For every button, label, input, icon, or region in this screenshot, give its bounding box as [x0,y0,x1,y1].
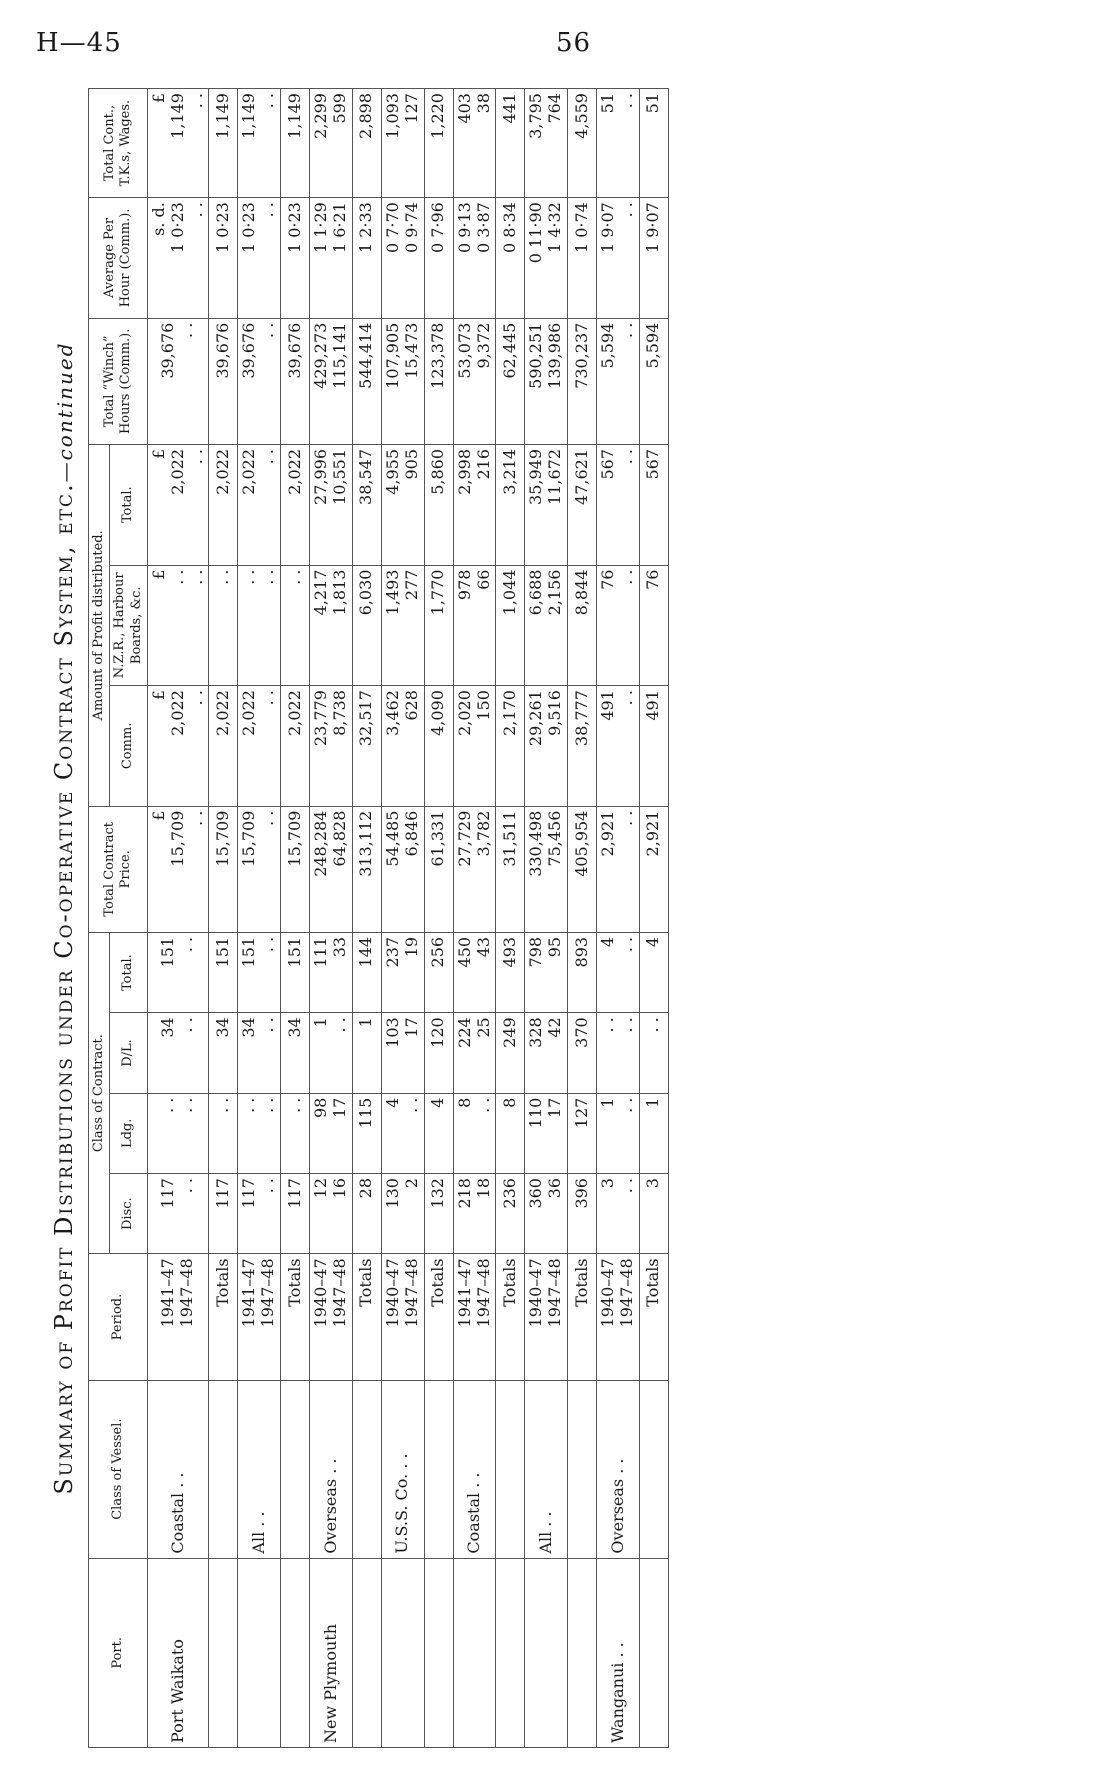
cell-total-cont: 1,149 [281,89,310,198]
cell-ldg: . . [209,1093,238,1173]
cell-ldg: . . . . [238,1093,281,1173]
cell-dl: . . . . [597,1013,640,1093]
page-header [36,28,1076,68]
cell-ldg: 1 [639,1093,668,1173]
cell-total: 111 33 [310,932,353,1012]
cell-total: 151 [209,932,238,1012]
cell-price: 31,511 [496,806,525,932]
cell-total: 893 [568,932,597,1012]
cell-period: 1940–47 1947–48 [525,1254,568,1380]
cell-profit-total: 38,547 [352,444,381,565]
cell-vessel [639,1380,668,1558]
cell-average: 1 9·07 . . [597,198,640,319]
profit-distribution-table [88,88,669,1748]
cell-period: Totals [496,1254,525,1380]
cell-period: 1940–47 1947–48 [381,1254,424,1380]
cell-total-cont: 1,093 127 [381,89,424,198]
cell-profit-total: 3,214 [496,444,525,565]
totals-row [568,89,597,1748]
cell-price: 61,331 [424,806,453,932]
table-header [89,89,148,1748]
cell-dl: 120 [424,1013,453,1093]
cell-total-cont: 3,795 764 [525,89,568,198]
cell-total-cont: £ 1,149 . . [147,89,209,198]
cell-total: 493 [496,932,525,1012]
cell-profit-total: 567 [639,444,668,565]
cell-total-cont: 51 . . [597,89,640,198]
cell-average: s. d. 1 0·23 . . [147,198,209,319]
cell-port [453,1558,496,1747]
col-dl: D/L. [110,1013,148,1093]
cell-price: 2,921 . . [597,806,640,932]
cell-total: 151 . . [147,932,209,1012]
table-row [147,89,209,1748]
cell-total: 4 [639,932,668,1012]
page-number: 56 [556,28,592,58]
cell-hours: 62,445 [496,318,525,444]
cell-profit-total: 2,022 [209,444,238,565]
cell-port [238,1558,281,1747]
cell-vessel [209,1380,238,1558]
cell-port [639,1558,668,1747]
cell-price: 330,498 75,456 [525,806,568,932]
cell-total: 798 95 [525,932,568,1012]
col-winch-hours: Total “Winch” Hours (Comm.). [89,318,148,444]
cell-profit-total: 5,860 [424,444,453,565]
cell-hours: 544,414 [352,318,381,444]
cell-total: 144 [352,932,381,1012]
cell-vessel: U.S.S. Co. . . [381,1380,424,1558]
cell-vessel: Overseas . . [310,1380,353,1558]
cell-disc: 236 [496,1174,525,1254]
cell-profit-total: £ 2,022 . . [147,444,209,565]
col-total-contract-price: Total Contract Price. [89,806,148,932]
totals-row [424,89,453,1748]
table-body [147,89,668,1748]
cell-total-cont: 403 38 [453,89,496,198]
cell-total-cont: 2,898 [352,89,381,198]
cell-average: 0 7·96 [424,198,453,319]
title-continued: —continued [53,341,77,483]
cell-vessel [281,1380,310,1558]
cell-disc: 117 . . [238,1174,281,1254]
cell-nzr: 1,493 277 [381,565,424,686]
cell-dl: 249 [496,1013,525,1093]
cell-port: Wanganui . . [597,1558,640,1747]
cell-hours: 39,676 . . [238,318,281,444]
cell-comm: 29,261 9,516 [525,686,568,807]
cell-period: Totals [568,1254,597,1380]
cell-period: Totals [209,1254,238,1380]
cell-port [525,1558,568,1747]
col-class-of-vessel: Class of Vessel. [89,1380,148,1558]
cell-price: 248,284 64,828 [310,806,353,932]
cell-nzr: 978 66 [453,565,496,686]
cell-average: 1 0·23 [281,198,310,319]
cell-disc: 12 16 [310,1174,353,1254]
cell-price: 405,954 [568,806,597,932]
cell-price: 15,709 [281,806,310,932]
cell-nzr: £ . . . . [147,565,209,686]
cell-hours: 590,251 139,986 [525,318,568,444]
cell-period: Totals [352,1254,381,1380]
col-total-cont: Total Cont., T.K.s, Wages. [89,89,148,198]
cell-profit-total: 2,998 216 [453,444,496,565]
cell-nzr: . . [281,565,310,686]
cell-port: New Plymouth [310,1558,353,1747]
cell-dl: 34 [281,1013,310,1093]
cell-vessel: Coastal . . [147,1380,209,1558]
cell-vessel: Overseas . . [597,1380,640,1558]
cell-dl: 103 17 [381,1013,424,1093]
cell-comm: 2,022 . . [238,686,281,807]
cell-profit-total: 4,955 905 [381,444,424,565]
cell-vessel: All . . [525,1380,568,1558]
totals-row [496,89,525,1748]
report-reference: H—45 [36,28,122,58]
cell-ldg: 115 [352,1093,381,1173]
cell-port [352,1558,381,1747]
cell-nzr: 76 . . [597,565,640,686]
cell-disc: 396 [568,1174,597,1254]
cell-hours: 107,905 15,473 [381,318,424,444]
cell-comm: 491 [639,686,668,807]
cell-dl: 34 [209,1013,238,1093]
cell-comm: 3,462 628 [381,686,424,807]
rotated-table-block [40,88,1070,1748]
cell-average: 0 7·70 0 9·74 [381,198,424,319]
col-disc: Disc. [110,1174,148,1254]
cell-price: 54,485 6,846 [381,806,424,932]
cell-nzr: 6,688 2,156 [525,565,568,686]
cell-comm: 23,779 8,738 [310,686,353,807]
cell-disc: 132 [424,1174,453,1254]
cell-comm: 2,020 150 [453,686,496,807]
cell-average: 0 11·90 1 4·32 [525,198,568,319]
cell-port: Port Waikato [147,1558,209,1747]
cell-disc: 3 . . [597,1174,640,1254]
col-amount-of-profit: Amount of Profit distributed. [89,444,110,806]
cell-average: 1 1·29 1 6·21 [310,198,353,319]
cell-period: Totals [281,1254,310,1380]
col-comm: Comm. [110,686,148,807]
cell-port [424,1558,453,1747]
cell-total: 237 19 [381,932,424,1012]
cell-hours: 5,594 [639,318,668,444]
table-row [310,89,353,1748]
cell-total: 151 . . [238,932,281,1012]
cell-total-cont: 2,299 599 [310,89,353,198]
cell-dl: . . [639,1013,668,1093]
cell-price: £ 15,709 . . [147,806,209,932]
cell-nzr: 4,217 1,813 [310,565,353,686]
cell-average: 1 0·74 [568,198,597,319]
cell-period: Totals [639,1254,668,1380]
cell-ldg: 127 [568,1093,597,1173]
cell-profit-total: 47,621 [568,444,597,565]
cell-profit-total: 2,022 [281,444,310,565]
cell-comm: 2,170 [496,686,525,807]
cell-dl: 224 25 [453,1013,496,1093]
cell-dl: 1 [352,1013,381,1093]
cell-vessel [496,1380,525,1558]
cell-hours: 730,237 [568,318,597,444]
cell-dl: 1 . . [310,1013,353,1093]
cell-vessel: Coastal . . [453,1380,496,1558]
cell-hours: 123,378 [424,318,453,444]
col-class-of-contract: Class of Contract. [89,932,110,1253]
cell-nzr: 1,770 [424,565,453,686]
cell-disc: 117 [281,1174,310,1254]
cell-vessel [568,1380,597,1558]
table-row [525,89,568,1748]
cell-ldg: 1 . . [597,1093,640,1173]
cell-ldg: 4 . . [381,1093,424,1173]
cell-dl: 370 [568,1013,597,1093]
cell-average: 1 2·33 [352,198,381,319]
cell-comm: 4,090 [424,686,453,807]
cell-dl: 328 42 [525,1013,568,1093]
cell-period: Totals [424,1254,453,1380]
col-nzr: N.Z.R., Harbour Boards, &c. [110,565,148,686]
cell-profit-total: 35,949 11,672 [525,444,568,565]
cell-disc: 3 [639,1174,668,1254]
totals-row [352,89,381,1748]
cell-comm: 2,022 [209,686,238,807]
table-row [381,89,424,1748]
cell-price: 15,709 [209,806,238,932]
col-ldg: Ldg. [110,1093,148,1173]
cell-profit-total: 2,022 . . [238,444,281,565]
cell-average: 1 0·23 . . [238,198,281,319]
cell-disc: 130 2 [381,1174,424,1254]
cell-total-cont: 441 [496,89,525,198]
cell-hours: 39,676 [281,318,310,444]
cell-ldg: . . . . [147,1093,209,1173]
cell-total: 450 43 [453,932,496,1012]
cell-nzr: 76 [639,565,668,686]
cell-average: 0 9·13 0 3·87 [453,198,496,319]
cell-nzr: 8,844 [568,565,597,686]
cell-disc: 360 36 [525,1174,568,1254]
cell-port [209,1558,238,1747]
cell-comm: 38,777 [568,686,597,807]
cell-ldg: 8 [496,1093,525,1173]
table-row [597,89,640,1748]
cell-hours: 39,676 [209,318,238,444]
cell-period: 1940–47 1947–48 [310,1254,353,1380]
cell-price: 15,709 . . [238,806,281,932]
cell-disc: 117 [209,1174,238,1254]
cell-port [381,1558,424,1747]
cell-period: 1940–47 1947–48 [597,1254,640,1380]
cell-price: 2,921 [639,806,668,932]
cell-average: 1 0·23 [209,198,238,319]
cell-comm: 32,517 [352,686,381,807]
title-main: Summary of Profit Distributions under Co-operative Contract System, etc. [50,482,78,1495]
cell-nzr: 6,030 [352,565,381,686]
table-row [238,89,281,1748]
col-port: Port. [89,1558,148,1747]
cell-disc: 28 [352,1174,381,1254]
cell-average: 0 8·34 [496,198,525,319]
cell-price: 27,729 3,782 [453,806,496,932]
cell-nzr: 1,044 [496,565,525,686]
cell-total: 4 . . [597,932,640,1012]
cell-period: 1941–47 1947–48 [238,1254,281,1380]
cell-ldg: 110 17 [525,1093,568,1173]
col-contract-total: Total. [110,932,148,1012]
cell-vessel: All . . [238,1380,281,1558]
cell-total-cont: 4,559 [568,89,597,198]
cell-port [281,1558,310,1747]
table-row [453,89,496,1748]
cell-vessel [352,1380,381,1558]
cell-dl: 34 . . [147,1013,209,1093]
cell-disc: 117 . . [147,1174,209,1254]
cell-hours: 5,594 . . [597,318,640,444]
cell-port [496,1558,525,1747]
cell-ldg: 98 17 [310,1093,353,1173]
cell-dl: 34 . . [238,1013,281,1093]
totals-row [209,89,238,1748]
cell-average: 1 9·07 [639,198,668,319]
cell-comm: £ 2,022 . . [147,686,209,807]
cell-comm: 2,022 [281,686,310,807]
cell-profit-total: 567 . . [597,444,640,565]
cell-port [568,1558,597,1747]
cell-profit-total: 27,996 10,551 [310,444,353,565]
cell-nzr: . . . . [238,565,281,686]
cell-total-cont: 51 [639,89,668,198]
totals-row [281,89,310,1748]
cell-total: 151 [281,932,310,1012]
cell-hours: 39,676 . . [147,318,209,444]
cell-ldg: 4 [424,1093,453,1173]
cell-period: 1941–47 1947–48 [147,1254,209,1380]
col-profit-total: Total. [110,444,148,565]
cell-period: 1941–47 1947–48 [453,1254,496,1380]
cell-disc: 218 18 [453,1174,496,1254]
cell-vessel [424,1380,453,1558]
cell-price: 313,112 [352,806,381,932]
cell-hours: 53,073 9,372 [453,318,496,444]
cell-comm: 491 . . [597,686,640,807]
cell-ldg: . . [281,1093,310,1173]
cell-total-cont: 1,149 . . [238,89,281,198]
cell-total: 256 [424,932,453,1012]
cell-total-cont: 1,220 [424,89,453,198]
table-title [40,88,88,1748]
col-average-per-hour: Average Per Hour (Comm.). [89,198,148,319]
cell-nzr: . . [209,565,238,686]
totals-row [639,89,668,1748]
col-period: Period. [89,1254,148,1380]
cell-total-cont: 1,149 [209,89,238,198]
cell-ldg: 8 . . [453,1093,496,1173]
cell-hours: 429,273 115,141 [310,318,353,444]
